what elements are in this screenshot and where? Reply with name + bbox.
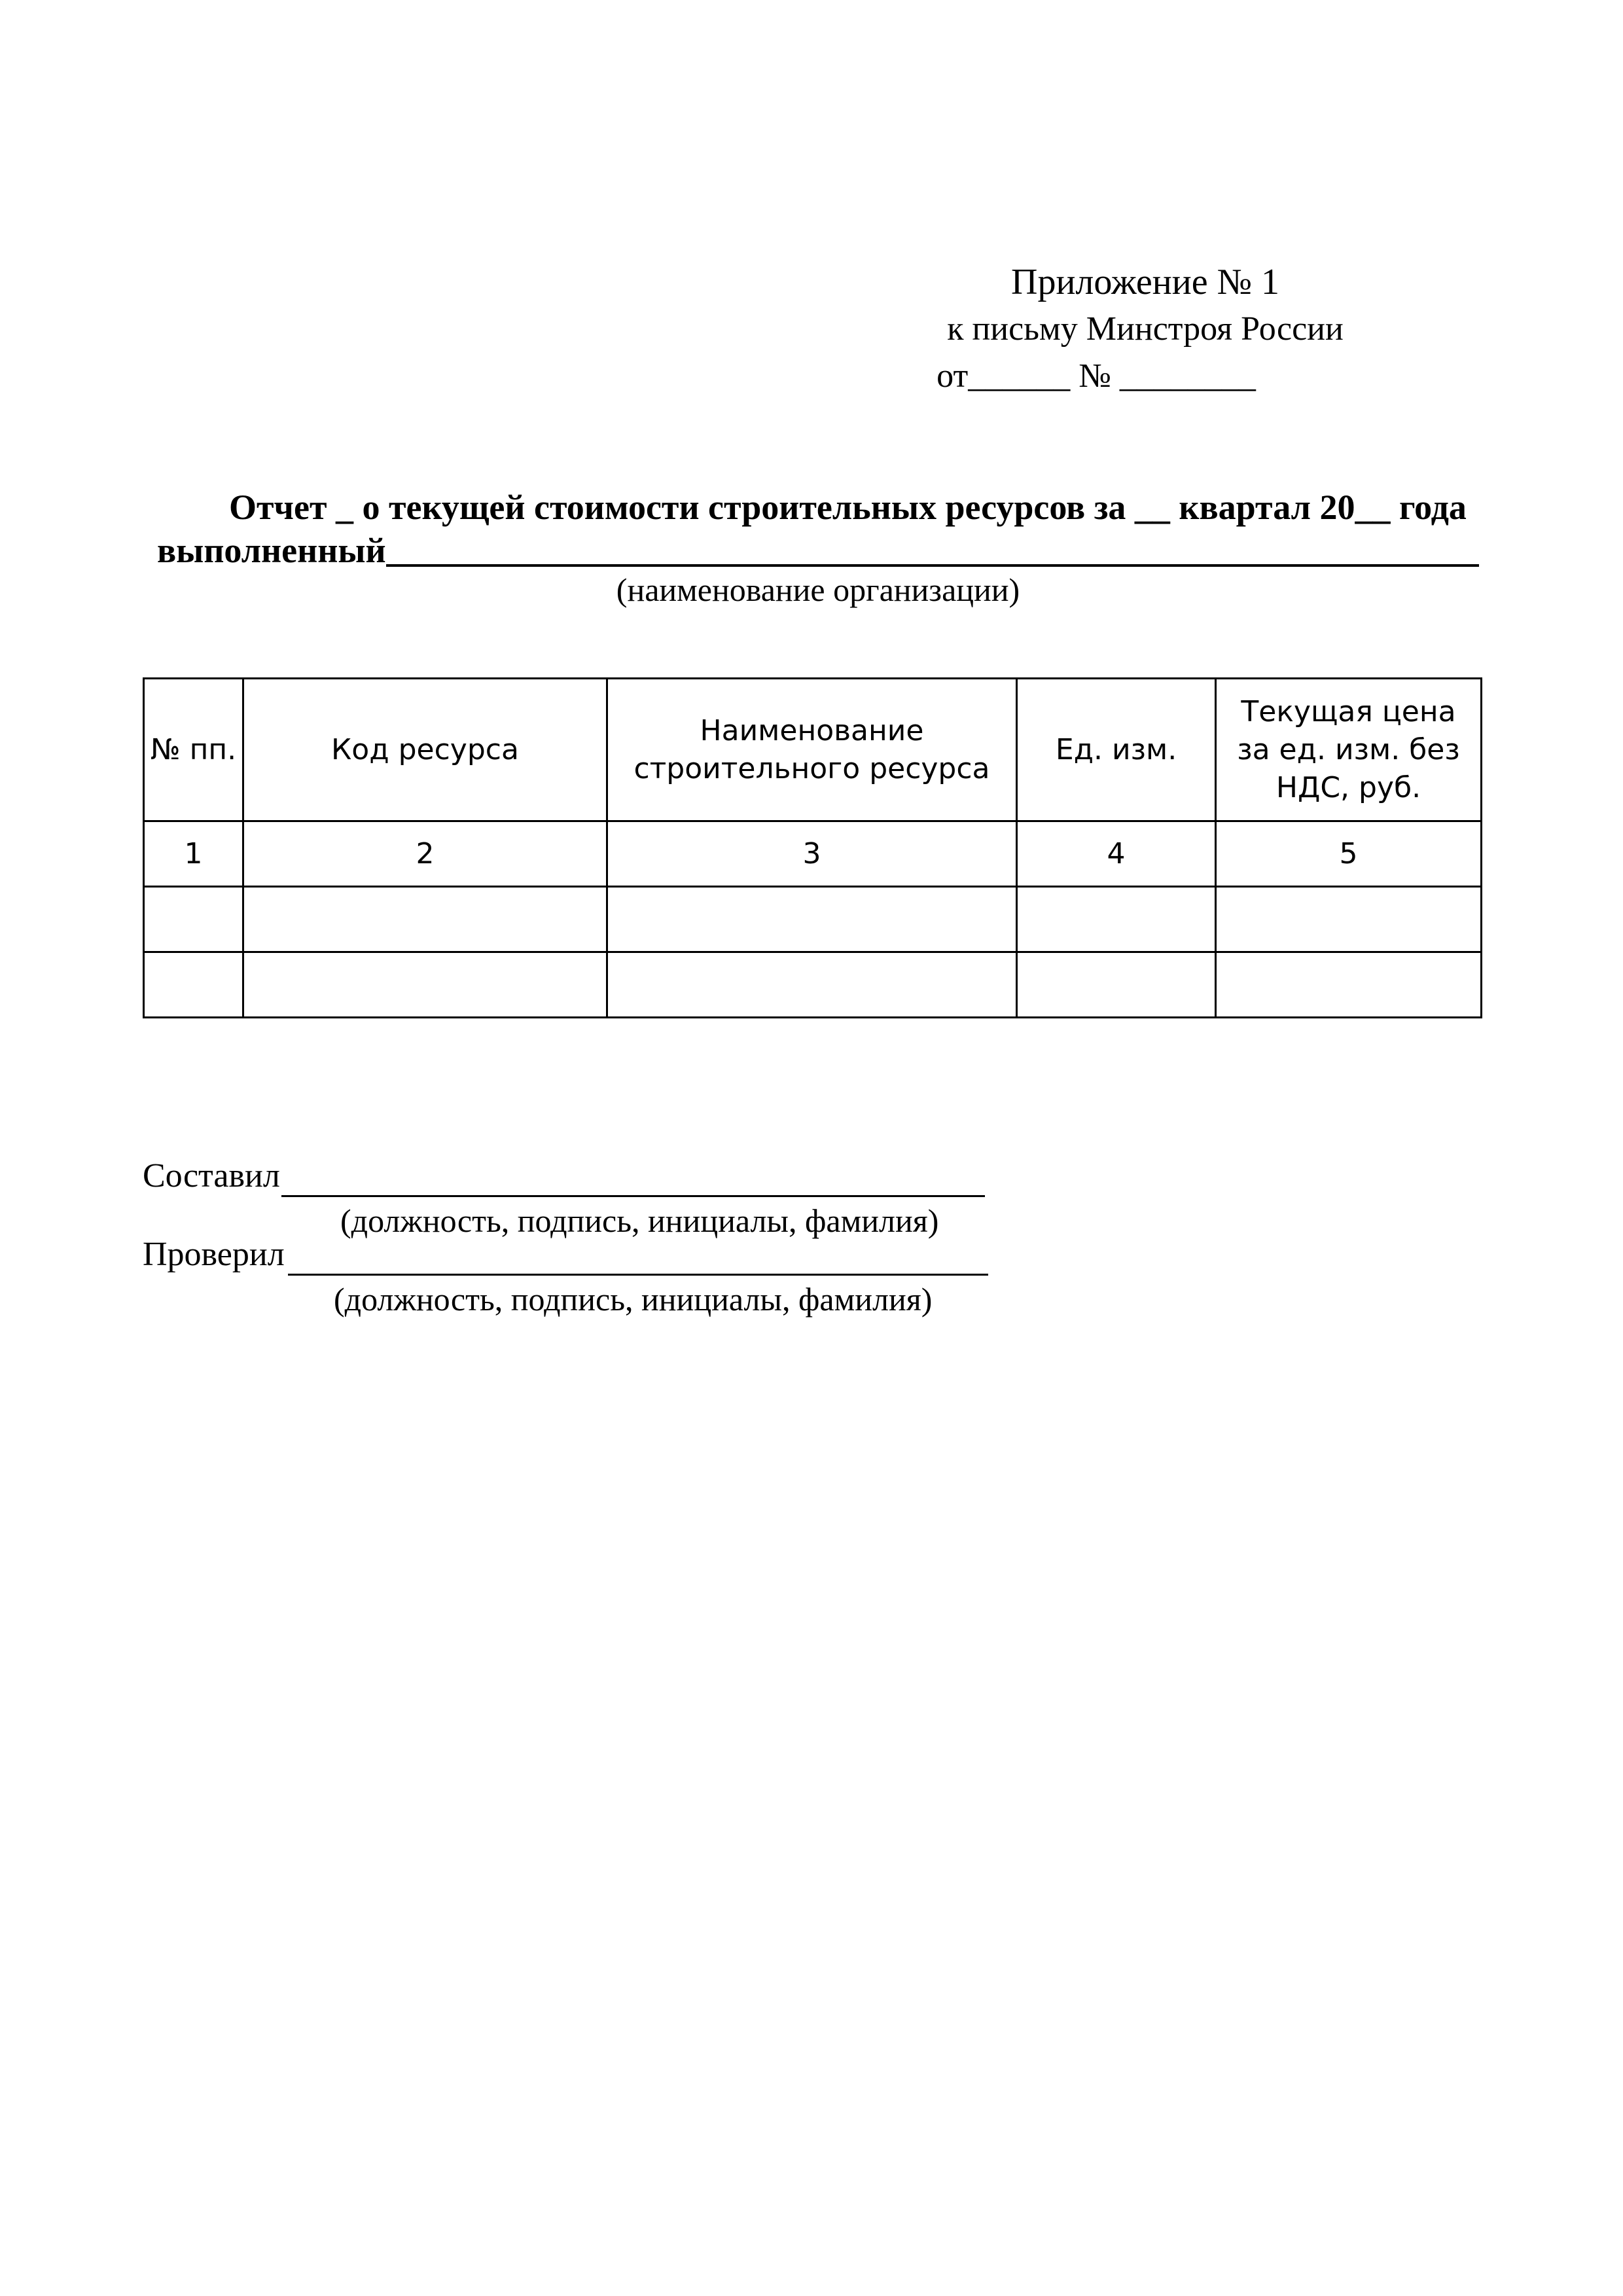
compiled-by-signature-line xyxy=(281,1195,985,1197)
appendix-number: Приложение № 1 xyxy=(1011,262,1279,302)
header-row-number: № пп. xyxy=(144,679,243,821)
compiled-by-caption: (должность, подпись, инициалы, фамилия) xyxy=(340,1202,939,1239)
checked-by-signature-line xyxy=(288,1274,988,1276)
column-number: 5 xyxy=(1216,821,1482,887)
resources-table xyxy=(143,677,1482,1018)
table-cell xyxy=(144,887,243,952)
table-cell xyxy=(144,952,243,1018)
table-cell xyxy=(243,887,607,952)
column-number: 3 xyxy=(607,821,1017,887)
column-number: 2 xyxy=(243,821,607,887)
table-cell xyxy=(1017,952,1216,1018)
table-cell xyxy=(1216,952,1482,1018)
report-title: Отчет _ о текущей стоимости строительных ресурсов за __ квартал 20__ года xyxy=(229,488,1467,527)
performer-label: выполненный xyxy=(157,531,386,570)
appendix-header xyxy=(851,259,1440,400)
table-cell xyxy=(243,952,607,1018)
table-header-row xyxy=(144,679,1482,821)
column-number: 1 xyxy=(144,821,243,887)
appendix-date-number: от______ № ________ xyxy=(936,357,1256,395)
table-cell xyxy=(1216,887,1482,952)
column-number: 4 xyxy=(1017,821,1216,887)
checked-by-label: Проверил xyxy=(143,1236,285,1273)
header-resource-code: Код ресурса xyxy=(243,679,607,821)
table-cell xyxy=(607,952,1017,1018)
table-row xyxy=(144,887,1482,952)
compiled-by-label: Составил xyxy=(143,1157,280,1194)
header-unit: Ед. изм. xyxy=(1017,679,1216,821)
checked-by-caption: (должность, подпись, инициалы, фамилия) xyxy=(334,1281,933,1318)
table-cell xyxy=(1017,887,1216,952)
table-cell xyxy=(607,887,1017,952)
header-resource-name: Наименование строительного ресурса xyxy=(607,679,1017,821)
appendix-letter-reference: к письму Минстроя России xyxy=(947,310,1344,348)
header-current-price: Текущая цена за ед. изм. без НДС, руб. xyxy=(1216,679,1482,821)
organization-caption: (наименование организации) xyxy=(616,571,1020,608)
column-numbers-row xyxy=(144,821,1482,887)
table-row xyxy=(144,952,1482,1018)
